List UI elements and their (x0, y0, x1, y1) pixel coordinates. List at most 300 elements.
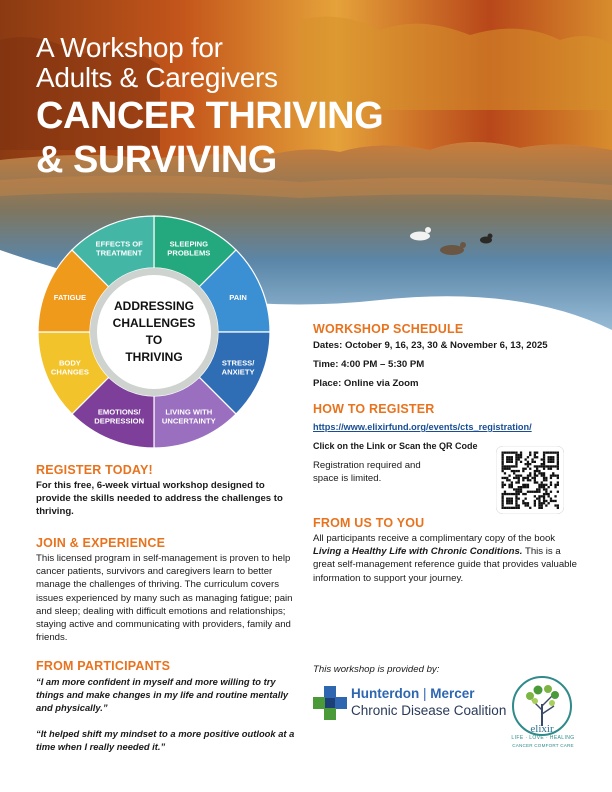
participant-quote-2: “It helped shift my mindset to a more positive outlook at a time when I really needed it.” (36, 728, 295, 752)
register-instruction: Click on the Link or Scan the QR Code (313, 441, 478, 451)
qr-module (543, 456, 545, 458)
qr-module (522, 486, 524, 488)
subtitle-line-1: A Workshop for (36, 32, 223, 63)
qr-module (538, 470, 540, 472)
qr-module (525, 477, 527, 479)
qr-module (534, 461, 536, 463)
qr-module (538, 465, 540, 467)
wheel-segment-label: STRESS/ (221, 358, 255, 368)
elixir-tagline: LIFE · LOVE · HEALING (511, 735, 575, 741)
qr-module (529, 463, 531, 465)
qr-module (541, 507, 543, 509)
qr-module (515, 502, 517, 504)
qr-module (502, 502, 504, 504)
qr-module (543, 463, 545, 465)
coalition-name-line-1 (351, 686, 475, 701)
qr-module (534, 475, 536, 477)
qr-module (525, 493, 527, 495)
qr-module (515, 493, 517, 495)
qr-module (557, 463, 559, 465)
qr-module (506, 468, 508, 470)
qr-module (538, 488, 540, 490)
qr-module (538, 500, 540, 502)
qr-module (550, 481, 552, 483)
qr-module (518, 481, 520, 483)
qr-module (515, 477, 517, 479)
qr-module (508, 493, 510, 495)
qr-module (550, 468, 552, 470)
qr-module (515, 507, 517, 509)
qr-module (529, 507, 531, 509)
qr-module (548, 468, 550, 470)
qr-module (536, 491, 538, 493)
qr-module (557, 458, 559, 460)
qr-module (506, 465, 508, 467)
qr-module (515, 461, 517, 463)
qr-module (525, 463, 527, 465)
qr-module (534, 502, 536, 504)
qr-module (508, 498, 510, 500)
qr-module (522, 477, 524, 479)
qr-module (536, 488, 538, 490)
qr-module (557, 452, 559, 454)
qr-module (525, 486, 527, 488)
qr-module (520, 452, 522, 454)
participant-quote-1: “I am more confident in myself and more willing to try things and make changes in my life and routine mentally and physically.” (36, 676, 289, 713)
how-to-register-heading: HOW TO REGISTER (313, 402, 435, 416)
qr-module (548, 452, 550, 454)
qr-module (504, 468, 506, 470)
qr-module (545, 488, 547, 490)
qr-module (545, 484, 547, 486)
qr-module (541, 475, 543, 477)
qr-module (522, 484, 524, 486)
qr-module (534, 452, 536, 454)
qr-module (515, 458, 517, 460)
wheel-segment-label: EFFECTS OF (95, 239, 143, 249)
qr-module (522, 470, 524, 472)
qr-module (506, 461, 508, 463)
qr-module (552, 465, 554, 467)
qr-module (508, 502, 510, 504)
qr-module (536, 465, 538, 467)
qr-module (508, 486, 510, 488)
qr-module (543, 458, 545, 460)
qr-module (557, 477, 559, 479)
qr-module (543, 500, 545, 502)
qr-module (518, 504, 520, 506)
qr-module (534, 491, 536, 493)
qr-module (545, 477, 547, 479)
registration-link[interactable]: https://www.elixirfund.org/events/cts_registration/ (313, 422, 532, 432)
qr-module (504, 465, 506, 467)
qr-module (552, 461, 554, 463)
qr-module (545, 491, 547, 493)
qr-module (518, 507, 520, 509)
elixir-wordmark: elixir (530, 723, 554, 735)
qr-module (557, 475, 559, 477)
qr-module (515, 454, 517, 456)
qr-module (527, 504, 529, 506)
qr-module (511, 461, 513, 463)
qr-module (545, 493, 547, 495)
qr-module (545, 452, 547, 454)
register-today-heading: REGISTER TODAY! (36, 463, 153, 477)
qr-module (502, 481, 504, 483)
qr-module (506, 458, 508, 460)
hunterdon-mercer-logo (313, 686, 513, 722)
tree-icon (526, 685, 559, 726)
qr-module (557, 461, 559, 463)
wheel-segment-label: TREATMENT (96, 248, 143, 258)
register-today-text: For this free, 6-week virtual workshop designed to provide the skills needed to address the challenges to thriving. (36, 480, 283, 518)
qr-module (511, 481, 513, 483)
wheel-center-line-1: ADDRESSING (113, 299, 195, 313)
qr-module (550, 475, 552, 477)
qr-module (527, 456, 529, 458)
qr-module (518, 477, 520, 479)
qr-module (518, 454, 520, 456)
qr-module (515, 498, 517, 500)
join-heading: JOIN & EXPERIENCE (36, 536, 166, 550)
qr-module (527, 491, 529, 493)
qr-module (531, 477, 533, 479)
qr-module (515, 452, 517, 454)
qr-module (543, 502, 545, 504)
wheel-center-line-3: TO (145, 333, 163, 347)
qr-module (513, 488, 515, 490)
qr-module (502, 500, 504, 502)
qr-module (548, 502, 550, 504)
qr-module (502, 465, 504, 467)
participants-heading: FROM PARTICIPANTS (36, 659, 171, 673)
qr-module (536, 475, 538, 477)
qr-module (554, 486, 556, 488)
qr-module (557, 456, 559, 458)
qr-module (515, 465, 517, 467)
qr-module (518, 479, 520, 481)
qr-module (508, 465, 510, 467)
qr-module (545, 504, 547, 506)
qr-module (502, 452, 504, 454)
qr-module (536, 468, 538, 470)
join-section (36, 536, 298, 644)
qr-module (502, 461, 504, 463)
qr-module (550, 465, 552, 467)
qr-module (538, 498, 540, 500)
qr-module (515, 491, 517, 493)
qr-module (529, 454, 531, 456)
qr-module (518, 498, 520, 500)
qr-module (550, 461, 552, 463)
qr-module (543, 486, 545, 488)
qr-module (515, 456, 517, 458)
register-today-section (36, 463, 298, 519)
wheel-segment-label: FATIGUE (53, 293, 87, 303)
qr-module (538, 472, 540, 474)
participants-section (36, 659, 298, 753)
qr-module (502, 456, 504, 458)
qr-module (506, 498, 508, 500)
subtitle-line-2: Adults & Caregivers (36, 62, 278, 93)
coalition-name-mercer: Mercer (430, 686, 475, 701)
qr-module (534, 495, 536, 497)
qr-module (506, 502, 508, 504)
qr-module (545, 465, 547, 467)
qr-module (515, 495, 517, 497)
qr-module (506, 493, 508, 495)
qr-module (543, 454, 545, 456)
wheel-segment-label: PAIN (229, 293, 247, 303)
qr-module (543, 468, 545, 470)
qr-module (541, 486, 543, 488)
qr-module (515, 504, 517, 506)
qr-module (552, 452, 554, 454)
from-us-section (313, 516, 579, 585)
qr-module (545, 479, 547, 481)
qr-module (531, 491, 533, 493)
qr-module (538, 504, 540, 506)
qr-module (529, 452, 531, 454)
title-line-1: CANCER THRIVING (36, 95, 384, 137)
qr-module (534, 481, 536, 483)
qr-module (554, 504, 556, 506)
from-us-heading: FROM US TO YOU (313, 516, 425, 530)
qr-module (557, 484, 559, 486)
qr-module (536, 470, 538, 472)
qr-module (538, 491, 540, 493)
qr-module (511, 484, 513, 486)
qr-module (506, 456, 508, 458)
register-note-line-1: Registration required and (313, 460, 421, 472)
qr-module (508, 458, 510, 460)
qr-module (518, 470, 520, 472)
qr-module (538, 484, 540, 486)
qr-module (550, 498, 552, 500)
qr-module (502, 504, 504, 506)
qr-module (502, 507, 504, 509)
qr-module (550, 491, 552, 493)
qr-module (511, 498, 513, 500)
qr-module (527, 486, 529, 488)
qr-module (511, 486, 513, 488)
qr-module (543, 498, 545, 500)
qr-module (508, 507, 510, 509)
qr-module (541, 502, 543, 504)
qr-module (520, 486, 522, 488)
schedule-dates: Dates: October 9, 16, 23, 30 & November 6, 13, 2025 (313, 340, 548, 351)
qr-module (525, 484, 527, 486)
qr-module (506, 507, 508, 509)
qr-module (511, 465, 513, 467)
qr-module (527, 484, 529, 486)
qr-module (534, 477, 536, 479)
qr-module (548, 461, 550, 463)
qr-module (543, 477, 545, 479)
qr-module (548, 493, 550, 495)
qr-module (508, 475, 510, 477)
qr-module (548, 495, 550, 497)
qr-module (527, 463, 529, 465)
qr-module (502, 493, 504, 495)
qr-module (522, 502, 524, 504)
qr-module (543, 465, 545, 467)
qr-module (513, 507, 515, 509)
qr-module (538, 507, 540, 509)
qr-module (550, 456, 552, 458)
qr-module (506, 500, 508, 502)
qr-module (518, 458, 520, 460)
qr-module (557, 465, 559, 467)
qr-module (525, 502, 527, 504)
qr-module (548, 486, 550, 488)
wheel-segment-label: DEPRESSION (94, 416, 145, 426)
qr-module (543, 461, 545, 463)
qr-module (525, 498, 527, 500)
qr-module (504, 507, 506, 509)
wheel-segment-label: UNCERTAINTY (161, 416, 216, 426)
qr-module (552, 458, 554, 460)
qr-module (506, 479, 508, 481)
qr-module (541, 504, 543, 506)
qr-module (513, 472, 515, 474)
qr-module (534, 500, 536, 502)
qr-module (531, 458, 533, 460)
elixir-logo (502, 674, 582, 764)
coalition-name-line-2: Chronic Disease Coalition (351, 703, 507, 718)
schedule-place: Place: Online via Zoom (313, 378, 419, 390)
qr-module (520, 454, 522, 456)
qr-module (504, 491, 506, 493)
schedule-heading: WORKSHOP SCHEDULE (313, 322, 464, 336)
qr-module (518, 488, 520, 490)
qr-module (502, 463, 504, 465)
qr-module (513, 465, 515, 467)
qr-module (554, 484, 556, 486)
qr-module (534, 470, 536, 472)
qr-module (504, 472, 506, 474)
qr-module (511, 456, 513, 458)
qr-module (502, 468, 504, 470)
qr-module (534, 479, 536, 481)
qr-module (504, 493, 506, 495)
qr-module (508, 500, 510, 502)
qr-module (513, 452, 515, 454)
elixir-subtagline: CANCER COMFORT CARE (512, 743, 574, 748)
qr-module (522, 479, 524, 481)
qr-module (502, 484, 504, 486)
qr-module (502, 470, 504, 472)
qr-module (508, 456, 510, 458)
qr-module (543, 493, 545, 495)
coalition-mark-icon (313, 686, 347, 720)
qr-module (513, 493, 515, 495)
wheel-segment-label: SLEEPING (169, 239, 209, 249)
qr-module (518, 486, 520, 488)
qr-module (554, 475, 556, 477)
qr-module (536, 456, 538, 458)
qr-module (552, 500, 554, 502)
qr-module (541, 458, 543, 460)
qr-module (550, 458, 552, 460)
qr-module (529, 472, 531, 474)
qr-module (550, 477, 552, 479)
qr-module (541, 472, 543, 474)
qr-module (534, 456, 536, 458)
qr-module (515, 481, 517, 483)
qr-code[interactable] (496, 446, 564, 514)
qr-module (541, 495, 543, 497)
qr-module (538, 502, 540, 504)
qr-module (541, 484, 543, 486)
qr-module (527, 475, 529, 477)
qr-module (515, 488, 517, 490)
qr-module (508, 461, 510, 463)
qr-module (527, 461, 529, 463)
qr-module (543, 475, 545, 477)
qr-module (502, 477, 504, 479)
qr-module (534, 465, 536, 467)
qr-module (543, 452, 545, 454)
qr-module (527, 479, 529, 481)
wheel-center-line-2: CHALLENGES (112, 316, 196, 330)
qr-module (531, 461, 533, 463)
qr-module (557, 468, 559, 470)
qr-module (508, 468, 510, 470)
qr-module (529, 491, 531, 493)
qr-module (543, 495, 545, 497)
qr-module (504, 452, 506, 454)
qr-module (552, 475, 554, 477)
qr-module (520, 491, 522, 493)
book-title: Living a Healthy Life with Chronic Conditions. (313, 546, 523, 558)
qr-module (504, 484, 506, 486)
wheel-center (97, 275, 211, 389)
wheel-segment-label: PROBLEMS (167, 248, 211, 258)
qr-module (543, 472, 545, 474)
qr-module (529, 475, 531, 477)
provided-by-label: This workshop is provided by: (313, 664, 440, 675)
qr-module (543, 484, 545, 486)
qr-module (511, 458, 513, 460)
qr-module (522, 468, 524, 470)
qr-module (543, 488, 545, 490)
qr-module (508, 452, 510, 454)
qr-module (504, 477, 506, 479)
schedule-section (313, 322, 579, 391)
qr-module (515, 475, 517, 477)
qr-module (502, 486, 504, 488)
qr-module (511, 500, 513, 502)
qr-module (538, 495, 540, 497)
qr-module (502, 495, 504, 497)
qr-module (548, 458, 550, 460)
qr-module (545, 500, 547, 502)
qr-module (520, 475, 522, 477)
qr-module (502, 458, 504, 460)
qr-module (511, 470, 513, 472)
wheel-segment-label: ANXIETY (221, 367, 255, 377)
qr-module (525, 468, 527, 470)
qr-module (515, 500, 517, 502)
qr-module (508, 479, 510, 481)
qr-module (508, 484, 510, 486)
qr-module (511, 452, 513, 454)
qr-module (522, 493, 524, 495)
challenges-wheel (36, 214, 272, 450)
qr-module (527, 477, 529, 479)
join-text: This licensed program in self-management is proven to help cancer patients, survivors and caregivers learn to better manage the challenges of thriving. The curriculum covers issues experienced by many such as managing fatigue; pain and sleep; dealing with difficult emotions and relationships; staying active and communicating with providers, family and friends. (36, 553, 293, 644)
